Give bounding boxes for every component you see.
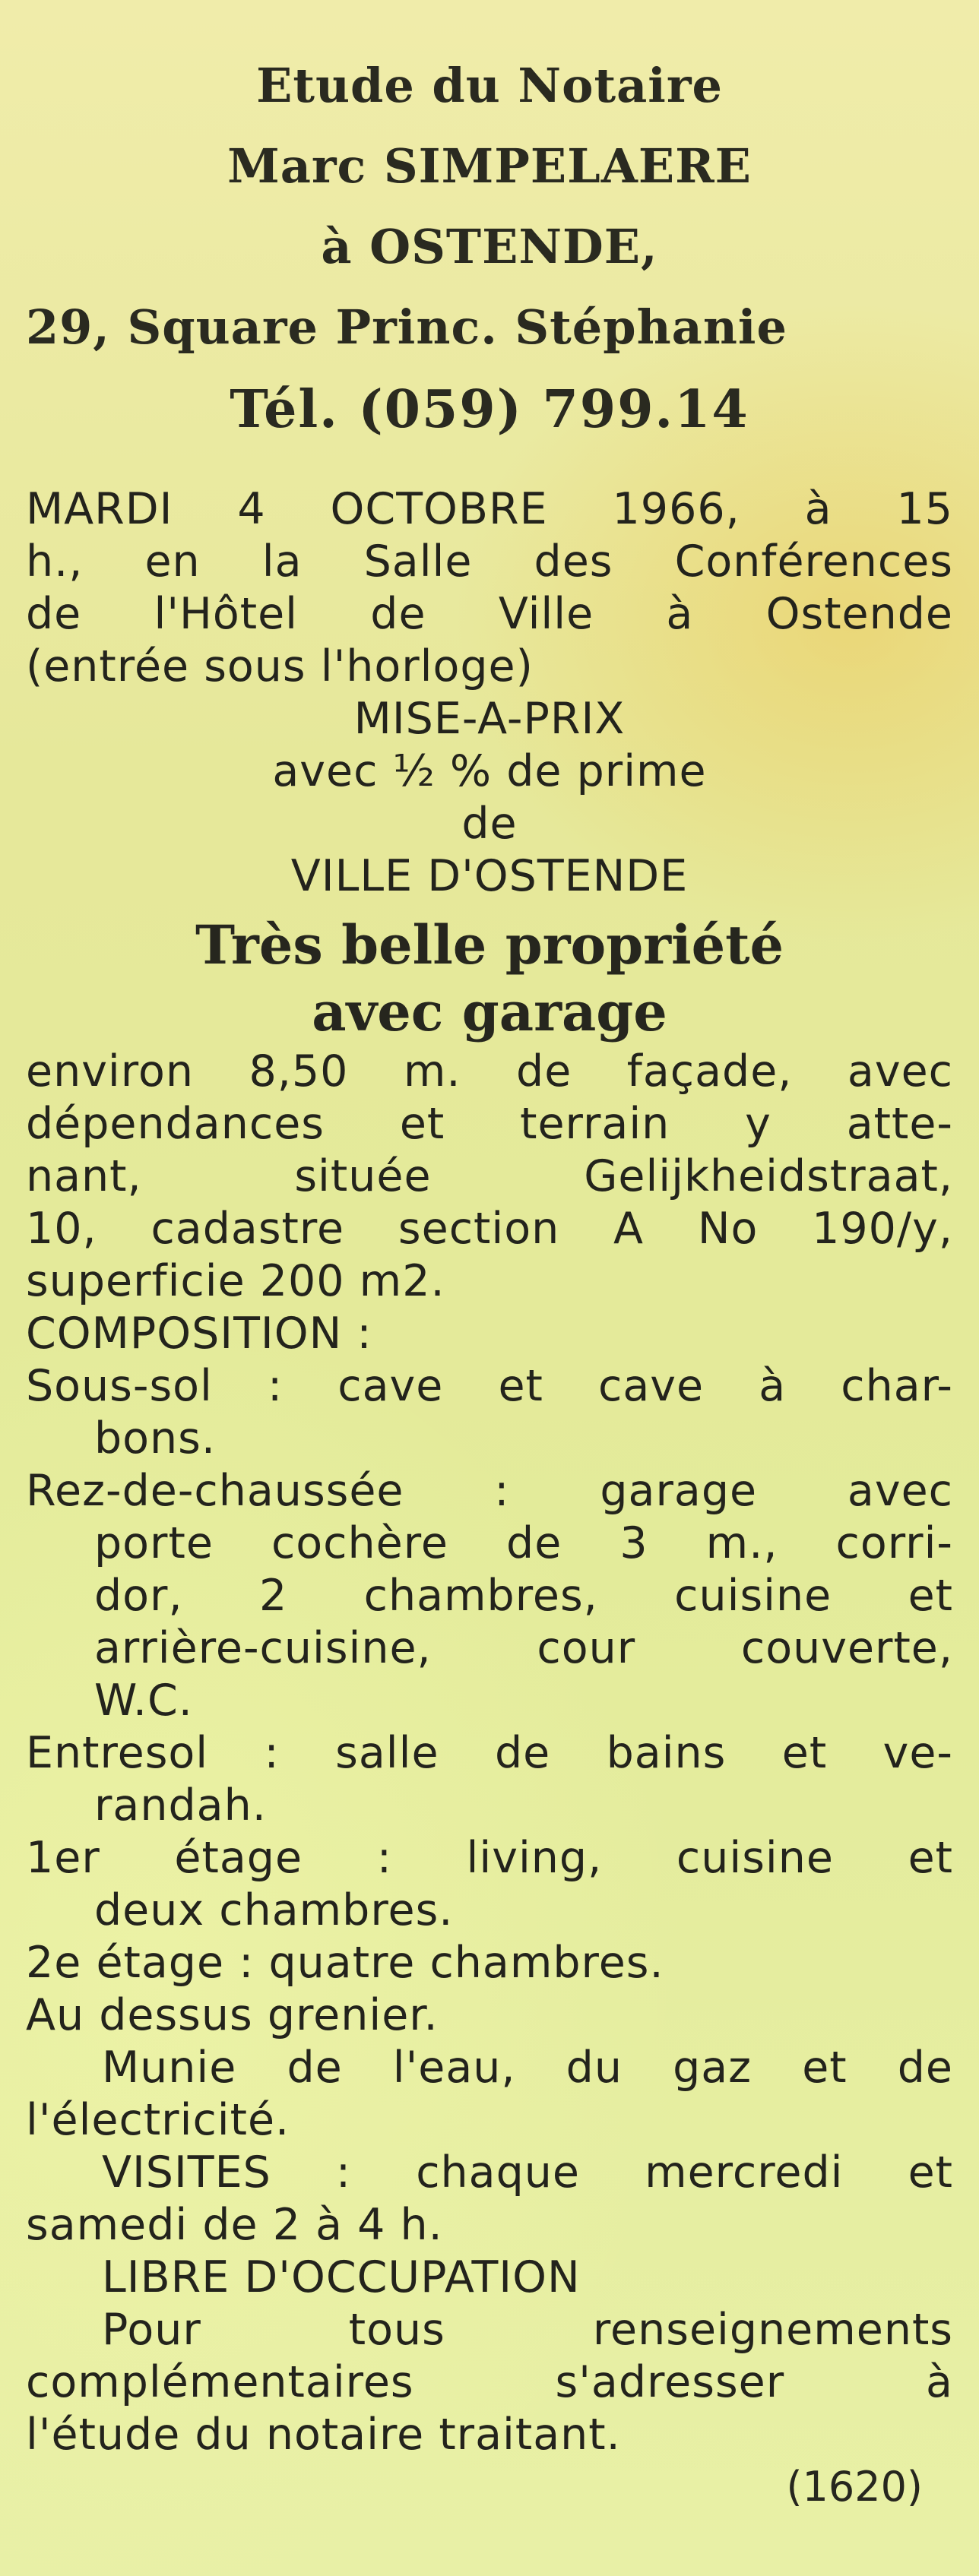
property-title [26,912,953,1046]
mise-a-prix-ville: VILLE D'OSTENDE [290,851,689,901]
intro-line: MARDI 4 OCTOBRE 1966, à 15 [26,484,953,534]
composition-line: 1er étage : living, cuisine et [26,1833,953,1883]
description-line: dépendances et terrain y atte- [26,1099,953,1149]
composition-line: Au dessus grenier. [26,1990,439,2040]
description-line: environ 8,50 m. de façade, avec [26,1046,953,1097]
description-line: superficie 200 m2. [26,1256,445,1306]
composition-line: dor, 2 chambres, cuisine et [94,1571,953,1621]
mise-a-prix-label: MISE-A-PRIX [353,694,626,744]
header-notary-name: Marc SIMPELAERE [227,138,752,194]
composition-line: porte cochère de 3 m., corri- [94,1518,953,1568]
property-title-line: avec garage [312,980,667,1043]
notary-header [26,46,953,451]
header-telephone: Tél. (059) 799.14 [230,379,749,440]
contact-line: l'étude du notaire traitant. [26,2410,621,2460]
header-address: 29, Square Princ. Stéphanie [26,299,787,355]
mise-a-prix-prime: avec ½ % de prime [272,746,707,796]
header-title: Etude du Notaire [256,58,723,113]
property-title-line: Très belle propriété [195,913,784,976]
composition-line: arrière-cuisine, cour couverte, [94,1623,953,1673]
reference-number: (1620) [786,2463,923,2511]
composition-section [26,1308,953,2461]
mise-a-prix-block [26,693,953,903]
intro-line: h., en la Salle des Conférences [26,536,953,587]
composition-line: deux chambres. [94,1885,454,1935]
intro-line: de l'Hôtel de Ville à Ostende [26,589,953,639]
utilities-line: Munie de l'eau, du gaz et de [102,2043,953,2093]
intro-line: (entrée sous l'horloge) [26,641,534,691]
header-city: à OSTENDE, [321,219,658,274]
description-line: 10, cadastre section A No 190/y, [26,1204,953,1254]
composition-line: randah. [94,1780,267,1831]
description-line: nant, située Gelijkheidstraat, [26,1151,953,1201]
libre-occupation: LIBRE D'OCCUPATION [102,2252,581,2302]
composition-line: Sous-sol : cave et cave à char- [26,1361,953,1411]
composition-line: Entresol : salle de bains et ve- [26,1728,953,1778]
visites-line: VISITES : chaque mercredi et [102,2147,953,2198]
composition-line: Rez-de-chaussée : garage avec [26,1466,953,1516]
contact-line: Pour tous renseignements [102,2305,953,2355]
contact-line: complémentaires s'adresser à [26,2357,953,2407]
composition-line: W.C. [94,1676,193,1726]
auction-intro [26,483,953,693]
mise-a-prix-de: de [461,799,518,849]
utilities-line: l'électricité. [26,2095,290,2145]
composition-line: 2e étage : quatre chambres. [26,1938,664,1988]
visites-line: samedi de 2 à 4 h. [26,2200,443,2250]
composition-line: bons. [94,1413,216,1464]
composition-heading: COMPOSITION : [26,1309,372,1359]
property-description [26,1046,953,1308]
